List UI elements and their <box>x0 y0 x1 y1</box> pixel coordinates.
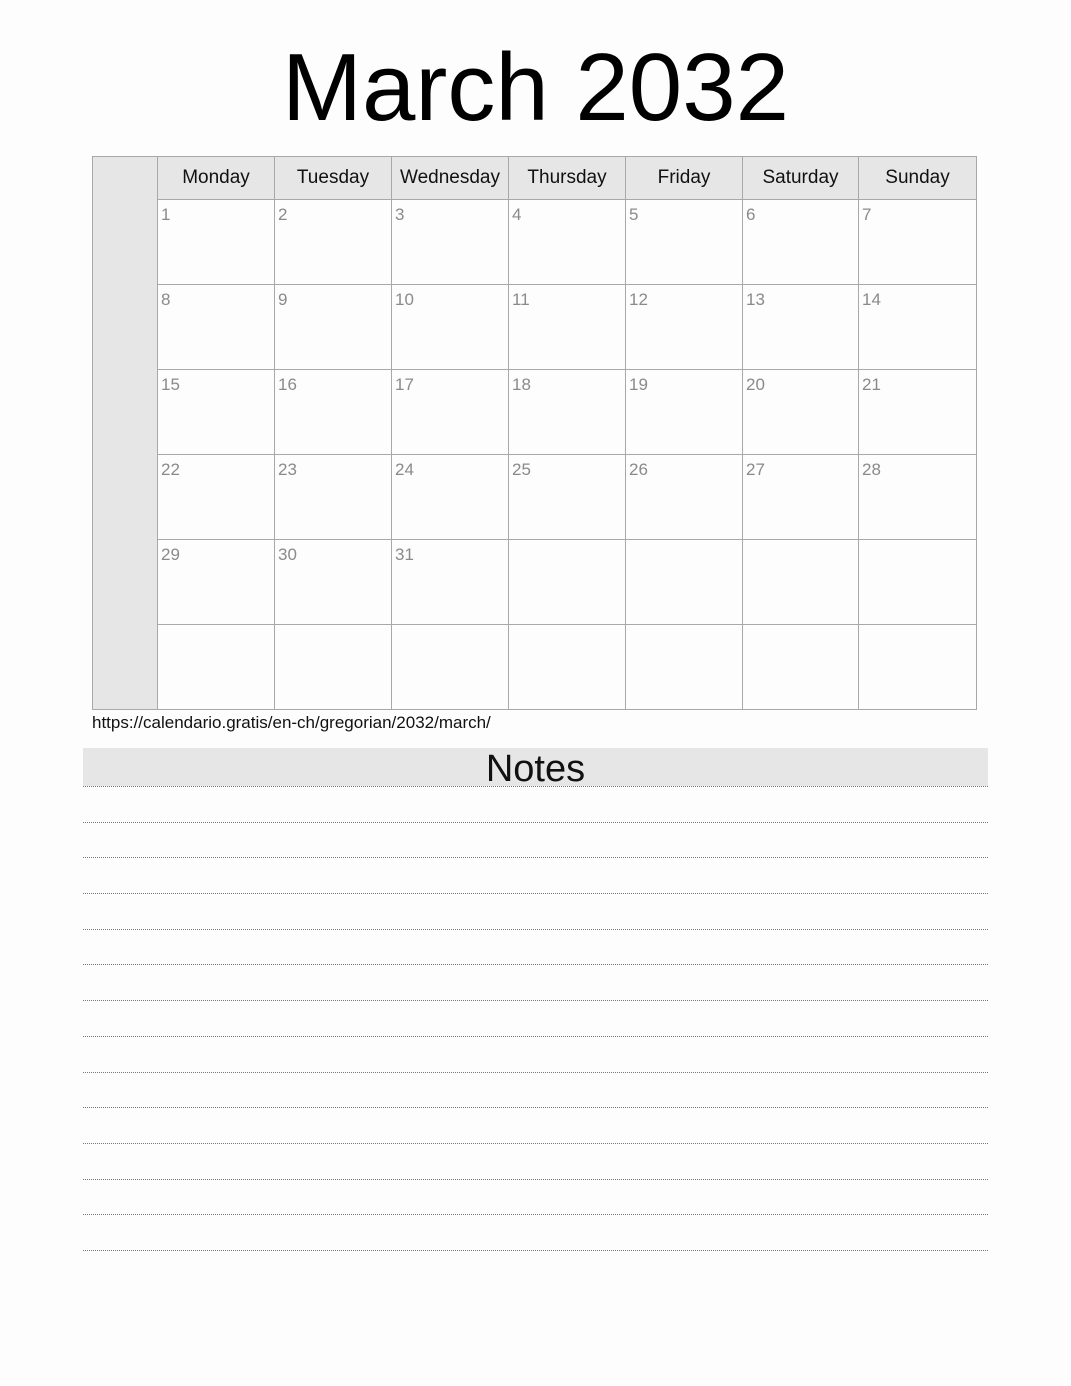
note-line <box>83 893 988 894</box>
weekday-tuesday: Tuesday <box>275 157 392 200</box>
day-number <box>743 625 858 630</box>
notes-heading: Notes <box>83 748 988 786</box>
day-cell <box>158 285 275 370</box>
day-number: 26 <box>629 460 648 479</box>
day-cell <box>275 540 392 625</box>
day-number <box>626 625 742 630</box>
day-number <box>509 625 625 630</box>
day-number: 18 <box>512 375 531 394</box>
day-number: 19 <box>629 375 648 394</box>
day-number: 25 <box>512 460 531 479</box>
day-cell <box>275 455 392 540</box>
note-line <box>83 1179 988 1180</box>
day-cell <box>626 370 743 455</box>
day-number: 27 <box>746 460 765 479</box>
day-number: 14 <box>862 290 881 309</box>
day-cell <box>509 200 626 285</box>
day-cell <box>392 455 509 540</box>
day-cell <box>392 370 509 455</box>
day-number: 3 <box>395 205 405 224</box>
day-cell <box>158 540 275 625</box>
day-cell <box>626 625 743 710</box>
note-line <box>83 1072 988 1073</box>
day-number: 24 <box>395 460 414 479</box>
day-number <box>743 540 858 545</box>
day-number: 10 <box>395 290 414 309</box>
day-cell <box>509 625 626 710</box>
note-line <box>83 964 988 965</box>
day-cell <box>158 370 275 455</box>
note-line <box>83 857 988 858</box>
day-cell <box>859 455 977 540</box>
day-number <box>859 540 976 545</box>
day-cell <box>509 455 626 540</box>
day-cell <box>392 285 509 370</box>
day-cell <box>158 625 275 710</box>
day-number <box>392 625 508 630</box>
note-line <box>83 822 988 823</box>
day-cell <box>509 540 626 625</box>
note-line <box>83 1000 988 1001</box>
day-cell <box>859 540 977 625</box>
day-number: 30 <box>278 545 297 564</box>
day-cell <box>743 285 859 370</box>
day-number <box>509 540 625 545</box>
day-number: 17 <box>395 375 414 394</box>
day-number: 1 <box>161 205 171 224</box>
day-cell <box>158 200 275 285</box>
day-number: 2 <box>278 205 288 224</box>
note-line <box>83 1250 988 1251</box>
day-cell <box>743 455 859 540</box>
day-cell <box>275 370 392 455</box>
weekday-saturday: Saturday <box>743 157 859 200</box>
day-number: 20 <box>746 375 765 394</box>
day-cell <box>392 625 509 710</box>
note-line <box>83 1143 988 1144</box>
weekday-thursday: Thursday <box>509 157 626 200</box>
week-row <box>93 370 977 455</box>
day-number: 6 <box>746 205 756 224</box>
weekday-header-row <box>93 157 977 200</box>
day-cell <box>392 200 509 285</box>
day-number: 9 <box>278 290 288 309</box>
week-row <box>93 540 977 625</box>
day-cell <box>158 455 275 540</box>
day-cell <box>509 285 626 370</box>
day-number: 16 <box>278 375 297 394</box>
day-number: 5 <box>629 205 639 224</box>
week-row <box>93 455 977 540</box>
source-url: https://calendario.gratis/en-ch/gregorian/2032/march/ <box>92 713 491 732</box>
day-number: 21 <box>862 375 881 394</box>
note-line <box>83 1036 988 1037</box>
day-number: 4 <box>512 205 522 224</box>
day-cell <box>743 540 859 625</box>
day-cell <box>275 285 392 370</box>
day-cell <box>859 200 977 285</box>
day-cell <box>509 370 626 455</box>
week-row <box>93 285 977 370</box>
day-cell <box>626 285 743 370</box>
day-cell <box>275 625 392 710</box>
calendar-title: March 2032 <box>282 34 789 141</box>
day-cell <box>392 540 509 625</box>
day-number <box>158 625 274 630</box>
day-number: 15 <box>161 375 180 394</box>
day-cell <box>275 200 392 285</box>
day-number <box>626 540 742 545</box>
day-number: 13 <box>746 290 765 309</box>
day-number: 22 <box>161 460 180 479</box>
weekday-sunday: Sunday <box>859 157 977 200</box>
weekday-friday: Friday <box>626 157 743 200</box>
day-cell <box>859 285 977 370</box>
day-cell <box>859 370 977 455</box>
day-cell <box>626 540 743 625</box>
day-number: 31 <box>395 545 414 564</box>
day-cell <box>626 200 743 285</box>
day-number: 29 <box>161 545 180 564</box>
weekday-wednesday: Wednesday <box>392 157 509 200</box>
calendar-grid <box>92 156 977 710</box>
day-cell <box>859 625 977 710</box>
note-line <box>83 1107 988 1108</box>
day-cell <box>743 625 859 710</box>
day-number <box>859 625 976 630</box>
day-number: 12 <box>629 290 648 309</box>
note-line <box>83 929 988 930</box>
week-number-column <box>93 157 158 710</box>
note-line <box>83 786 988 787</box>
day-number <box>275 625 391 630</box>
day-cell <box>743 370 859 455</box>
weekday-monday: Monday <box>158 157 275 200</box>
day-number: 7 <box>862 205 872 224</box>
day-number: 28 <box>862 460 881 479</box>
day-cell <box>626 455 743 540</box>
day-number: 11 <box>512 290 530 309</box>
day-number: 8 <box>161 290 171 309</box>
note-line <box>83 1214 988 1215</box>
week-row <box>93 200 977 285</box>
week-row <box>93 625 977 710</box>
day-number: 23 <box>278 460 297 479</box>
day-cell <box>743 200 859 285</box>
